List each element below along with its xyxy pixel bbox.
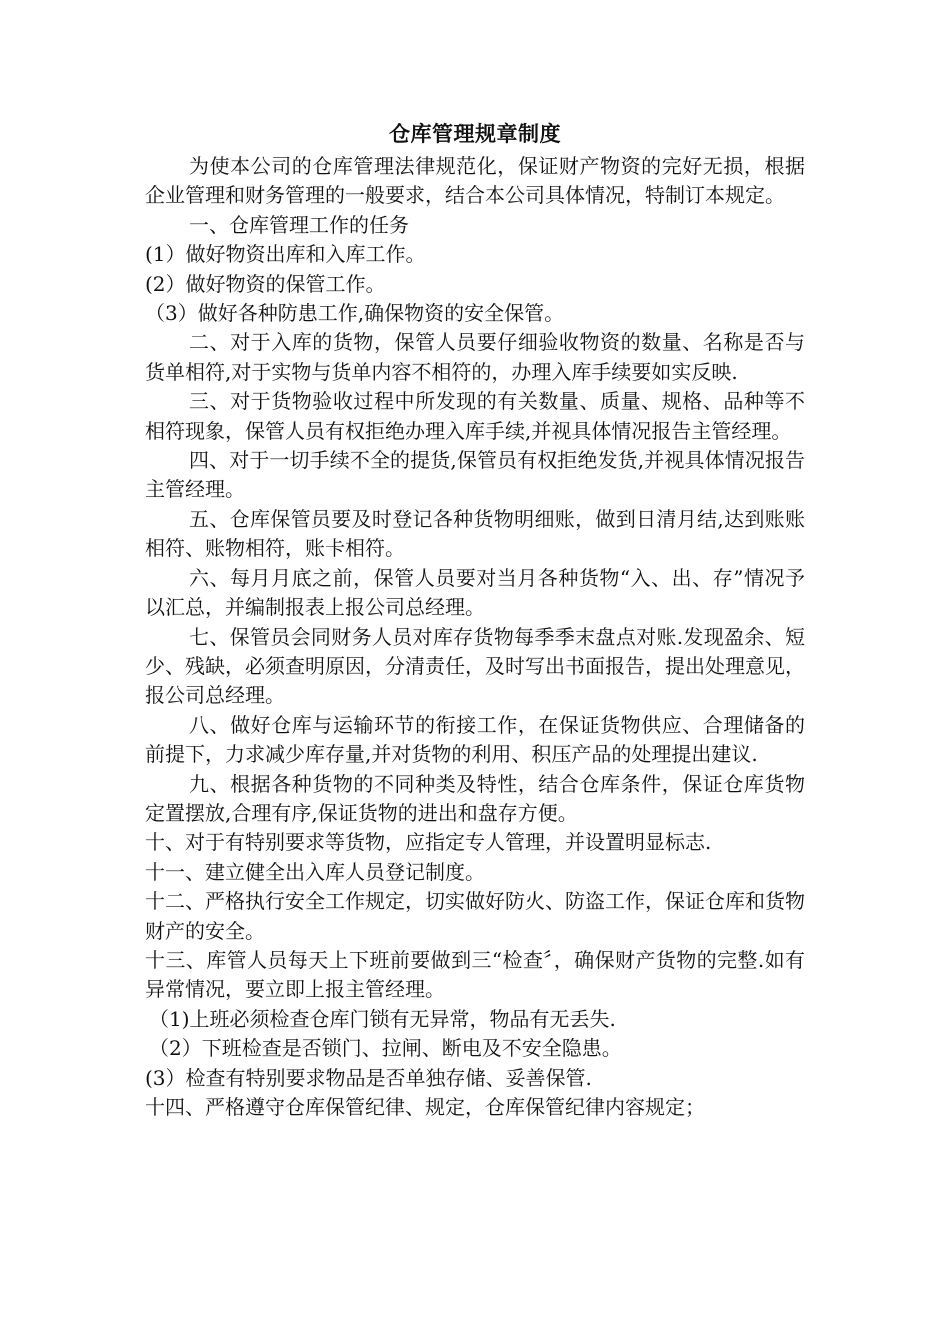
paragraph-intro: 为使本公司的仓库管理法律规范化，保证财产物资的完好无损，根据企业管理和财务管理的一般要求，结合本公司具体情况，特制订本规定。 [145, 154, 805, 208]
paragraph-section-10: 十、对于有特别要求等货物，应指定专人管理，并设置明显标志. [145, 830, 712, 855]
paragraph-section-11: 十一、建立健全出入库人员登记制度。 [145, 859, 485, 884]
paragraph-section-1: 一、仓库管理工作的任务 [189, 212, 409, 237]
paragraph-task-3: （3）做好各种防患工作,确保物资的安全保管。 [145, 301, 565, 326]
paragraph-section-13: 十三、库管人员每天上下班前要做到三“检查〞，确保财产货物的完整.如有异常情况，要立即上报主管经理。 [145, 947, 805, 1002]
paragraph-section-2: 二、对于入库的货物，保管人员要仔细验收物资的数量、名称是否与货单相符,对于实物与货单内容不相符的，办理入库手续要如实反映. [145, 330, 805, 384]
paragraph-task-2: (2）做好物资的保管工作。 [145, 271, 386, 296]
paragraph-section-9: 九、根据各种货物的不同种类及特性，结合仓库条件，保证仓库货物定置摆放,合理有序,保证货物的进出和盘存方便。 [145, 771, 805, 825]
paragraph-section-14: 十四、严格遵守仓库保管纪律、规定，仓库保管纪律内容规定； [145, 1095, 705, 1119]
paragraph-section-3: 三、对于货物验收过程中所发现的有关数量、质量、规格、品种等不相符现象，保管人员有权拒绝办理入库手续,并视具体情况报告主管经理。 [145, 389, 805, 443]
paragraph-section-6: 六、每月月底之前，保管人员要对当月各种货物“入、出、存”情况予以汇总，并编制报表上报公司总经理。 [145, 565, 805, 620]
document-page [145, 118, 805, 1122]
paragraph-check-2: （2）下班检查是否锁门、拉闸、断电及不安全隐患。 [149, 1036, 622, 1061]
paragraph-section-8: 八、做好仓库与运输环节的衔接工作，在保证货物供应、合理储备的前提下，力求减少库存量,并对货物的利用、积压产品的处理提出建议. [145, 712, 805, 767]
paragraph-section-7: 七、保管员会同财务人员对库存货物每季季末盘点对账.发现盈余、短少、残缺，必须查明原因，分清责任，及时写出书面报告，提出处理意见，报公司总经理。 [145, 624, 805, 708]
paragraph-section-5: 五、仓库保管员要及时登记各种货物明细账，做到日清月结,达到账账相符、账物相符，账卡相符。 [145, 506, 805, 561]
paragraph-check-1: （1)上班必须检查仓库门锁有无异常，物品有无丢失. [149, 1006, 616, 1031]
document-title: 仓库管理规章制度 [389, 122, 561, 146]
paragraph-check-3: (3）检查有特别要求物品是否单独存储、妥善保管. [145, 1065, 592, 1090]
paragraph-task-1: (1）做好物资出库和入库工作。 [145, 242, 426, 267]
paragraph-section-12: 十二、严格执行安全工作规定，切实做好防火、防盗工作，保证仓库和货物财产的安全。 [145, 889, 805, 943]
paragraph-section-4: 四、对于一切手续不全的提货,保管员有权拒绝发货,并视具体情况报告主管经理。 [145, 448, 805, 502]
